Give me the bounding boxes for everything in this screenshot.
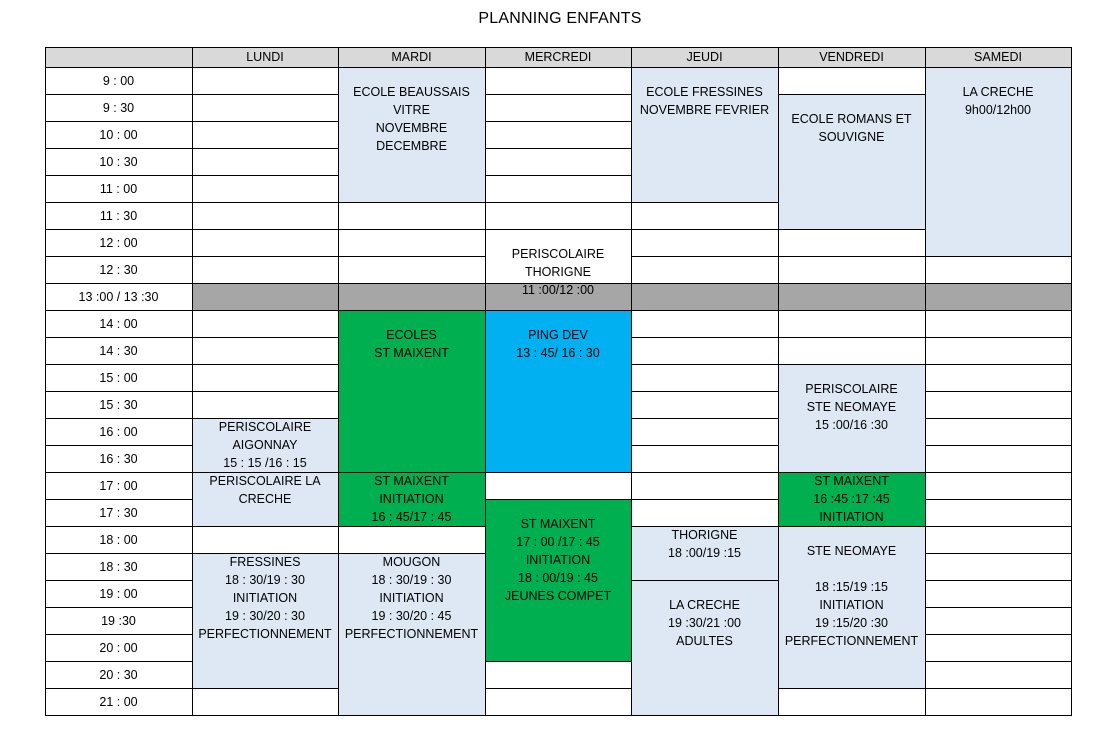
row-divider [778, 310, 925, 311]
row-divider [631, 526, 778, 527]
row-divider [925, 580, 1071, 581]
time-label: 11 : 00 [99, 181, 138, 196]
row-divider [192, 418, 338, 419]
row-divider [925, 688, 1071, 689]
row-divider [45, 634, 192, 635]
row-divider [338, 256, 485, 257]
time-label: 17 : 30 [99, 505, 138, 520]
row-divider [631, 337, 778, 338]
schedule-event: PERISCOLAIRE STE NEOMAYE 15 :00/16 :30 [778, 364, 925, 472]
time-label: 18 : 30 [99, 559, 138, 574]
row-divider [338, 310, 485, 311]
row-divider [631, 499, 778, 500]
row-divider [45, 67, 1071, 68]
row-divider [485, 499, 631, 500]
row-divider [192, 94, 338, 95]
row-divider [485, 283, 631, 284]
row-divider [778, 256, 925, 257]
column-divider [778, 47, 779, 715]
row-divider [45, 553, 192, 554]
row-divider [485, 229, 631, 230]
schedule-event: ECOLE BEAUSSAIS VITRE NOVEMBRE DECEMBRE [338, 67, 485, 202]
row-divider [192, 256, 338, 257]
time-label: 20 : 30 [99, 667, 138, 682]
schedule-event: LA CRECHE 9h00/12h00 [925, 67, 1071, 256]
time-label: 19 :30 [101, 613, 136, 628]
row-divider [778, 337, 925, 338]
row-divider [925, 499, 1071, 500]
column-divider [925, 47, 926, 715]
row-divider [192, 364, 338, 365]
schedule-event: STE NEOMAYE 18 :15/19 :15 INITIATION 19 :15/20 :30 PERFECTIONNEMENT [778, 526, 925, 688]
day-header: MERCREDI [524, 50, 592, 64]
day-header: MARDI [391, 50, 432, 64]
row-divider [45, 607, 192, 608]
row-divider [631, 310, 778, 311]
row-divider [925, 337, 1071, 338]
row-divider [192, 553, 338, 554]
row-divider [925, 310, 1071, 311]
day-header: LUNDI [246, 50, 284, 64]
row-divider [45, 688, 192, 689]
row-divider [45, 310, 192, 311]
row-divider [925, 283, 1071, 284]
row-divider [925, 256, 1071, 257]
time-label: 9 : 30 [102, 100, 135, 115]
time-label: 15 : 00 [99, 370, 138, 385]
row-divider [45, 499, 192, 500]
time-label: 14 : 30 [99, 343, 138, 358]
row-divider [631, 283, 778, 284]
row-divider [45, 337, 192, 338]
day-header: JEUDI [686, 50, 723, 64]
schedule-event: ECOLE FRESSINES NOVEMBRE FEVRIER [631, 67, 778, 202]
schedule-event: ST MAIXENT 17 : 00 /17 : 45 INITIATION 18 : 00/19 : 45 JEUNES COMPET [485, 499, 631, 661]
grid-border [1071, 47, 1072, 716]
row-divider [45, 256, 192, 257]
time-label: 10 : 00 [99, 127, 138, 142]
time-label: 13 :00 / 13 :30 [78, 289, 159, 304]
row-divider [45, 121, 192, 122]
row-divider [778, 229, 925, 230]
schedule-event: FRESSINES 18 : 30/19 : 30 INITIATION 19 : 30/20 : 30 PERFECTIONNEMENT [192, 553, 338, 688]
schedule-event: LA CRECHE 19 :30/21 :00 ADULTES [631, 580, 778, 715]
row-divider [925, 607, 1071, 608]
row-divider [45, 364, 192, 365]
row-divider [45, 283, 192, 284]
time-label: 15 : 30 [99, 397, 138, 412]
row-divider [45, 148, 192, 149]
row-divider [338, 553, 485, 554]
day-header: VENDREDI [819, 50, 884, 64]
column-divider [631, 47, 632, 715]
grid-border [45, 715, 1072, 716]
row-divider [192, 472, 338, 473]
schedule-event: THORIGNE 18 :00/19 :15 [631, 526, 778, 580]
time-label: 16 : 30 [99, 451, 138, 466]
row-divider [485, 121, 631, 122]
row-divider [45, 580, 192, 581]
schedule-event: PING DEV 13 : 45/ 16 : 30 [485, 310, 631, 472]
row-divider [925, 472, 1071, 473]
row-divider [485, 175, 631, 176]
row-divider [192, 337, 338, 338]
schedule-event: MOUGON 18 : 30/19 : 30 INITIATION 19 : 30/20 : 45 PERFECTIONNEMENT [338, 553, 485, 715]
schedule-grid [45, 47, 1071, 715]
row-divider [45, 526, 192, 527]
row-divider [778, 94, 925, 95]
row-divider [192, 175, 338, 176]
time-label: 20 : 00 [99, 640, 138, 655]
row-divider [338, 526, 485, 527]
row-divider [192, 526, 338, 527]
row-divider [631, 364, 778, 365]
row-divider [778, 526, 925, 527]
row-divider [778, 283, 925, 284]
time-label: 10 : 30 [99, 154, 138, 169]
schedule-event: ECOLES ST MAIXENT [338, 310, 485, 472]
row-divider [45, 229, 192, 230]
row-divider [485, 202, 631, 203]
row-divider [778, 364, 925, 365]
row-divider [485, 688, 631, 689]
time-label: 12 : 30 [99, 262, 138, 277]
row-divider [925, 418, 1071, 419]
row-divider [925, 364, 1071, 365]
time-label: 11 : 30 [99, 208, 138, 223]
row-divider [338, 472, 485, 473]
row-divider [45, 94, 192, 95]
time-label: 9 : 00 [102, 73, 135, 88]
row-divider [778, 688, 925, 689]
row-divider [192, 283, 338, 284]
row-divider [192, 391, 338, 392]
time-label: 21 : 00 [99, 694, 138, 709]
page-title: PLANNING ENFANTS [478, 10, 642, 27]
row-divider [925, 553, 1071, 554]
row-divider [631, 229, 778, 230]
row-divider [338, 202, 485, 203]
row-divider [45, 445, 192, 446]
schedule-event: PERISCOLAIRE AIGONNAY 15 : 15 /16 : 15 [192, 418, 338, 472]
row-divider [338, 283, 485, 284]
row-divider [192, 688, 338, 689]
schedule-event: ST MAIXENT INITIATION 16 : 45/17 : 45 [338, 472, 485, 526]
row-divider [485, 310, 631, 311]
schedule-event: PERISCOLAIRE LA CRECHE [192, 472, 338, 526]
row-divider [485, 661, 631, 662]
row-divider [45, 661, 192, 662]
row-divider [485, 472, 631, 473]
row-divider [45, 418, 192, 419]
time-label: 16 : 00 [99, 424, 138, 439]
schedule-event: PERISCOLAIRE THORIGNE [485, 229, 631, 283]
row-divider [631, 472, 778, 473]
row-divider [192, 310, 338, 311]
row-divider [631, 580, 778, 581]
row-divider [45, 175, 192, 176]
row-divider [925, 526, 1071, 527]
time-label: 19 : 00 [99, 586, 138, 601]
row-divider [631, 445, 778, 446]
row-divider [192, 121, 338, 122]
row-divider [45, 391, 192, 392]
time-label: 17 : 00 [99, 478, 138, 493]
day-header: SAMEDI [974, 50, 1022, 64]
schedule-event: ST MAIXENT 16 :45 :17 :45 INITIATION [778, 472, 925, 526]
row-divider [45, 472, 192, 473]
time-label: 18 : 00 [99, 532, 138, 547]
row-divider [45, 202, 192, 203]
row-divider [925, 445, 1071, 446]
row-divider [925, 634, 1071, 635]
row-divider [631, 256, 778, 257]
row-divider [192, 202, 338, 203]
grid-border [45, 47, 1072, 48]
row-divider [631, 391, 778, 392]
row-divider [925, 391, 1071, 392]
row-divider [338, 229, 485, 230]
time-label: 12 : 00 [99, 235, 138, 250]
row-divider [485, 94, 631, 95]
column-divider [338, 47, 339, 715]
schedule-event: ECOLE ROMANS ET SOUVIGNE [778, 94, 925, 229]
row-divider [192, 148, 338, 149]
row-divider [925, 661, 1071, 662]
row-divider [192, 229, 338, 230]
row-divider [778, 472, 925, 473]
row-divider [631, 418, 778, 419]
row-divider [485, 148, 631, 149]
row-divider [631, 202, 778, 203]
time-label: 14 : 00 [99, 316, 138, 331]
